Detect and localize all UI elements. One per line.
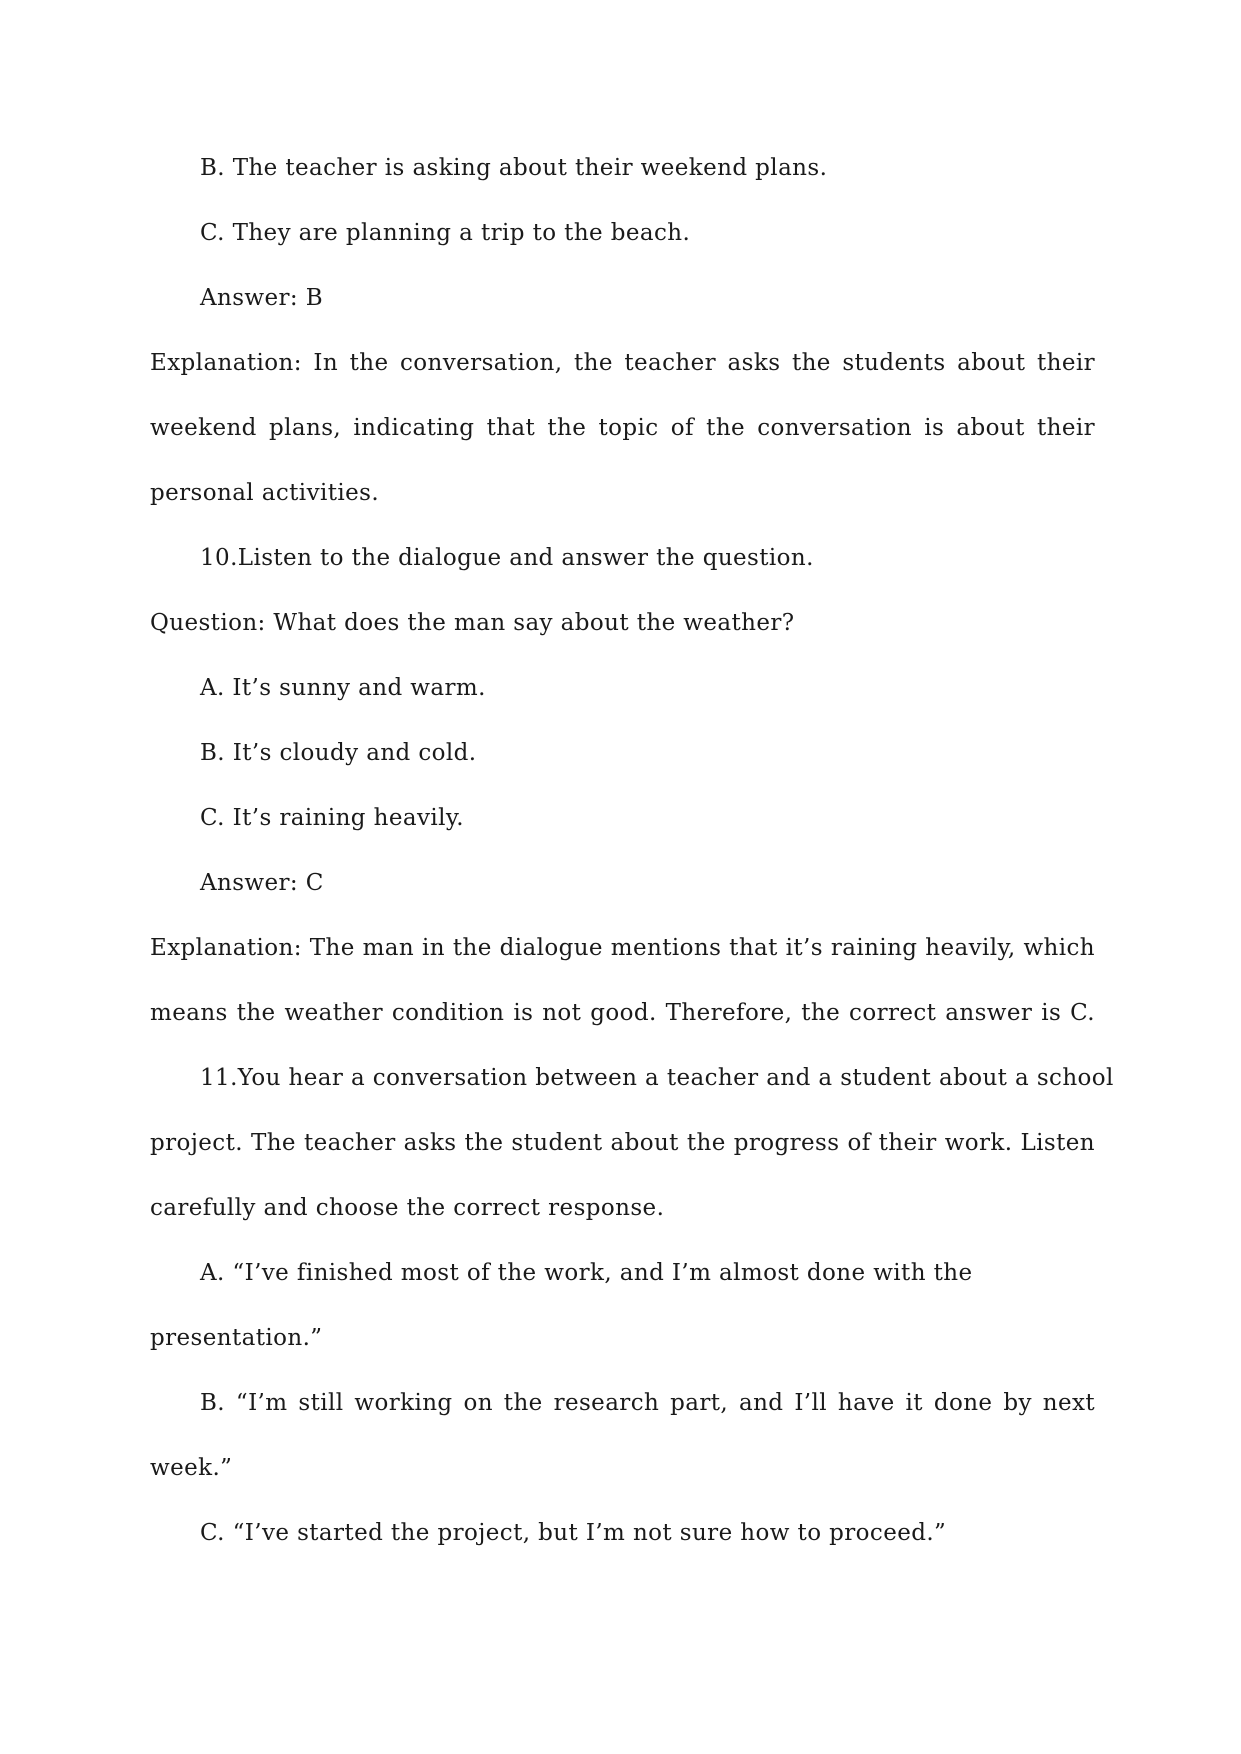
option-a-text: A. It’s sunny and warm.: [200, 675, 486, 701]
answer-text: Answer: C: [200, 870, 324, 896]
question-text: Question: What does the man say about the weather?: [150, 610, 795, 636]
option-c-text: C. “I’ve started the project, but I’m not sure how to proceed.”: [200, 1520, 947, 1546]
option-b-text: B. “I’m still working on the research part, and I’ll have it done by next: [200, 1390, 1095, 1416]
explanation-line: personal activities.: [150, 480, 380, 506]
option-c-text: C. It’s raining heavily.: [200, 805, 464, 831]
explanation-line: weekend plans, indicating that the topic of the conversation is about their: [150, 415, 1095, 441]
question-heading: 10.Listen to the dialogue and answer the question.: [200, 545, 814, 571]
option-b-text: week.”: [150, 1455, 233, 1481]
option-a-text: A. “I’ve finished most of the work, and I’m almost done with the: [200, 1260, 973, 1286]
explanation-line: Explanation: In the conversation, the teacher asks the students about their: [150, 350, 1095, 376]
question-text: carefully and choose the correct response.: [150, 1195, 665, 1221]
option-a-text: presentation.”: [150, 1325, 323, 1351]
answer-text: Answer: B: [200, 285, 324, 311]
explanation-line: Explanation: The man in the dialogue mentions that it’s raining heavily, which: [150, 935, 1095, 961]
question-text: project. The teacher asks the student about the progress of their work. Listen: [150, 1130, 1095, 1156]
explanation-line: means the weather condition is not good. Therefore, the correct answer is C.: [150, 1000, 1095, 1026]
option-b-text: B. The teacher is asking about their weekend plans.: [200, 155, 828, 181]
option-b-text: B. It’s cloudy and cold.: [200, 740, 477, 766]
question-heading: 11.You hear a conversation between a teacher and a student about a school: [200, 1065, 1114, 1091]
option-c-text: C. They are planning a trip to the beach.: [200, 220, 691, 246]
